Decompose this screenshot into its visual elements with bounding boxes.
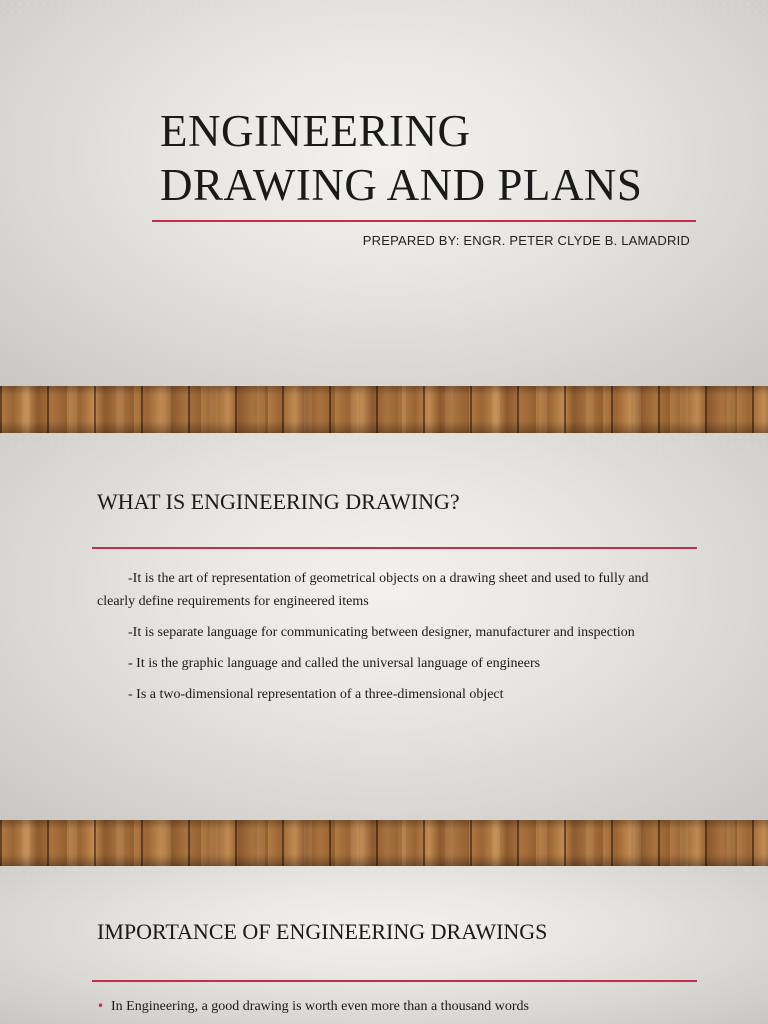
paragraph: - It is the graphic language and called the universal language of engineers [128, 656, 541, 671]
slide-body [97, 567, 672, 714]
slide-subtitle: PREPARED BY: ENGR. PETER CLYDE B. LAMADRID [362, 233, 690, 248]
list-item [97, 997, 697, 1017]
paragraph: -It is separate language for communicating between designer, manufacturer and inspection [128, 625, 635, 640]
title-divider [152, 220, 696, 222]
slide-heading: WHAT IS ENGINEERING DRAWING? [97, 489, 460, 514]
slide-title [160, 104, 642, 212]
importance-slide [0, 866, 768, 1024]
paragraph: -It is the art of representation of geometrical objects on a drawing sheet and used to fully and clearly define requirements for engineered items [97, 571, 649, 609]
heading-divider [92, 547, 697, 549]
definition-slide [0, 433, 768, 820]
bullet-list [97, 997, 697, 1017]
bullet-icon: • [97, 999, 105, 1013]
slide-heading: IMPORTANCE OF ENGINEERING DRAWINGS [97, 919, 548, 944]
heading-divider [92, 980, 697, 982]
paragraph: - Is a two-dimensional representation of a three-dimensional object [128, 687, 504, 702]
wood-floor-strip [0, 820, 768, 866]
list-item-text: In Engineering, a good drawing is worth even more than a thousand words [111, 999, 529, 1014]
slide-title-line-1: ENGINEERING [160, 106, 471, 156]
slide-title-line-2: DRAWING AND PLANS [160, 160, 643, 210]
wood-floor-strip [0, 386, 768, 433]
title-slide [0, 0, 768, 386]
